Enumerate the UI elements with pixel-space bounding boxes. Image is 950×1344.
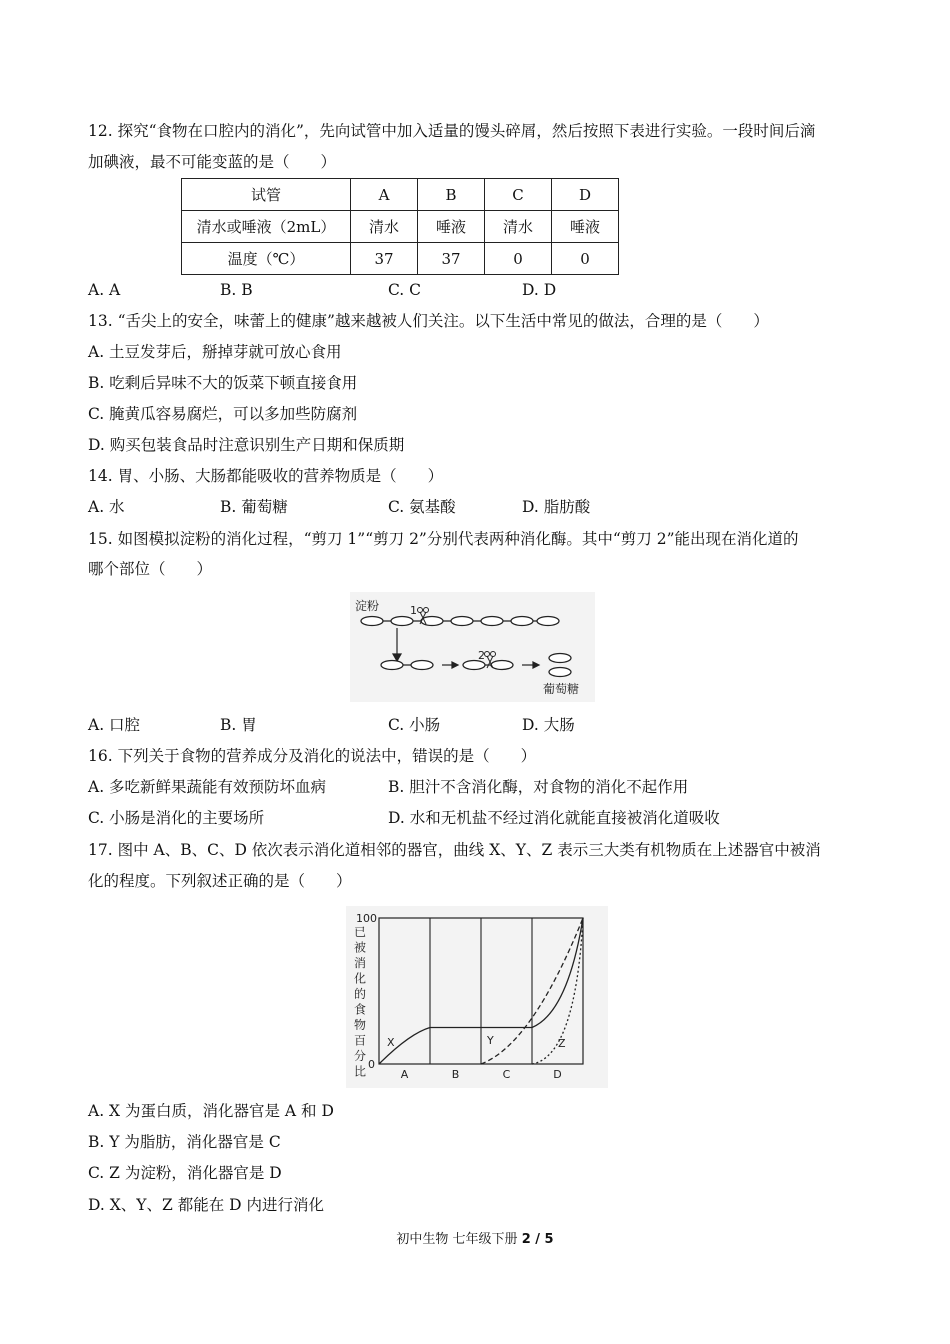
q17-option-a[interactable]: A. X 为蛋白质，消化器官是 A 和 D — [88, 1102, 334, 1120]
y-label-char: 消 — [354, 956, 367, 970]
q15-option-b[interactable]: B. 胃 — [220, 716, 257, 734]
footer-text: 初中生物 七年级下册 — [396, 1232, 522, 1247]
q12-stem-line1: 12. 探究“食物在口腔内的消化”，先向试管中加入适量的馒头碎屑，然后按照下表进行实验。一段时间后滴 — [88, 122, 816, 140]
q12-option-d[interactable]: D. D — [522, 281, 557, 299]
y-label-char: 物 — [354, 1018, 367, 1032]
q16-option-a[interactable]: A. 多吃新鲜果蔬能有效预防坏血病 — [88, 778, 327, 796]
q15-stem-line1: 15. 如图模拟淀粉的消化过程，“剪刀 1”“剪刀 2”分别代表两种消化酶。其中“剪刀 2”能出现在消化道的 — [88, 530, 799, 548]
q14-stem: 14. 胃、小肠、大肠都能吸收的营养物质是（ ） — [88, 467, 444, 485]
q12-option-b[interactable]: B. B — [220, 281, 253, 299]
q17-stem-line1: 17. 图中 A、B、C、D 依次表示消化道相邻的器官，曲线 X、Y、Z 表示三大类有机物质在上述器官中被消 — [88, 841, 821, 859]
table-cell: 唾液 — [418, 211, 485, 243]
glucose-label: 葡萄糖 — [543, 682, 580, 696]
q12-option-a[interactable]: A. A — [88, 281, 121, 299]
page-footer — [0, 1228, 950, 1247]
table-cell: 37 — [418, 243, 485, 275]
y-label-char: 分 — [354, 1049, 367, 1063]
q13-option-c[interactable]: C. 腌黄瓜容易腐烂，可以多加些防腐剂 — [88, 405, 358, 423]
starch-label: 淀粉 — [355, 599, 380, 613]
y-label-char: 被 — [354, 940, 367, 955]
q16-option-d[interactable]: D. 水和无机盐不经过消化就能直接被消化道吸收 — [388, 809, 720, 827]
table-row — [182, 211, 619, 243]
q16-option-c[interactable]: C. 小肠是消化的主要场所 — [88, 809, 265, 827]
q13-stem: 13. “舌尖上的安全，味蕾上的健康”越来越被人们关注。以下生活中常见的做法，合理的是（ ） — [88, 312, 769, 330]
table-row — [182, 179, 619, 211]
q15-option-a[interactable]: A. 口腔 — [88, 716, 141, 734]
q15-option-d[interactable]: D. 大肠 — [522, 716, 575, 734]
q17-option-b[interactable]: B. Y 为脂肪，消化器官是 C — [88, 1133, 281, 1151]
series-label: X — [387, 1036, 395, 1049]
table-cell: 0 — [552, 243, 619, 275]
q16-stem: 16. 下列关于食物的营养成分及消化的说法中，错误的是（ ） — [88, 747, 537, 765]
table-cell: 唾液 — [552, 211, 619, 243]
table-cell: 温度（℃） — [182, 243, 351, 275]
table-cell: 清水 — [351, 211, 418, 243]
q15-stem-line2: 哪个部位（ ） — [88, 560, 213, 578]
y-label-char: 的 — [354, 987, 367, 1001]
table-cell: 0 — [485, 243, 552, 275]
scissors-2-label: 2 — [478, 649, 485, 662]
y-axis-label — [354, 925, 366, 1079]
q13-option-b[interactable]: B. 吃剩后异味不大的饭菜下顿直接食用 — [88, 374, 358, 392]
digestion-chart — [346, 906, 608, 1088]
q12-experiment-table — [181, 178, 619, 275]
starch-digestion-figure — [350, 592, 595, 702]
table-row — [182, 243, 619, 275]
x-tick-label: A — [400, 1068, 409, 1081]
q13-option-d[interactable]: D. 购买包装食品时注意识别生产日期和保质期 — [88, 436, 405, 454]
q17-option-c[interactable]: C. Z 为淀粉，消化器官是 D — [88, 1164, 282, 1182]
page-number: 2 / 5 — [521, 1232, 554, 1247]
q14-option-c[interactable]: C. 氨基酸 — [388, 498, 456, 516]
y-tick-100: 100 — [356, 912, 377, 925]
y-label-char: 比 — [354, 1064, 367, 1079]
table-cell: 清水 — [485, 211, 552, 243]
q12-stem-line2: 加碘液，最不可能变蓝的是（ ） — [88, 153, 337, 171]
y-label-char: 百 — [354, 1033, 367, 1048]
q14-option-d[interactable]: D. 脂肪酸 — [522, 498, 591, 516]
table-cell: 37 — [351, 243, 418, 275]
table-cell: D — [552, 179, 619, 211]
q12-option-c[interactable]: C. C — [388, 281, 422, 299]
q15-option-c[interactable]: C. 小肠 — [388, 716, 441, 734]
series-label: Z — [558, 1037, 566, 1050]
table-cell: 清水或唾液（2mL） — [182, 211, 351, 243]
x-tick-label: D — [553, 1068, 562, 1081]
x-tick-label: C — [502, 1068, 511, 1081]
table-cell: 试管 — [182, 179, 351, 211]
q14-option-b[interactable]: B. 葡萄糖 — [220, 498, 288, 516]
q17-stem-line2: 化的程度。下列叙述正确的是（ ） — [88, 872, 352, 890]
q14-option-a[interactable]: A. 水 — [88, 498, 125, 516]
table-cell: A — [351, 179, 418, 211]
table-cell: C — [485, 179, 552, 211]
q17-option-d[interactable]: D. X、Y、Z 都能在 D 内进行消化 — [88, 1196, 324, 1214]
x-tick-label: B — [451, 1068, 460, 1081]
q16-option-b[interactable]: B. 胆汁不含消化酶，对食物的消化不起作用 — [388, 778, 689, 796]
y-label-char: 化 — [354, 971, 367, 986]
y-label-char: 食 — [354, 1002, 367, 1017]
series-label: Y — [487, 1034, 494, 1047]
table-cell: B — [418, 179, 485, 211]
scissors-1-label: 1 — [410, 604, 417, 617]
y-label-char: 已 — [354, 925, 367, 939]
y-tick-0: 0 — [368, 1058, 375, 1071]
q13-option-a[interactable]: A. 土豆发芽后，掰掉芽就可放心食用 — [88, 343, 342, 361]
